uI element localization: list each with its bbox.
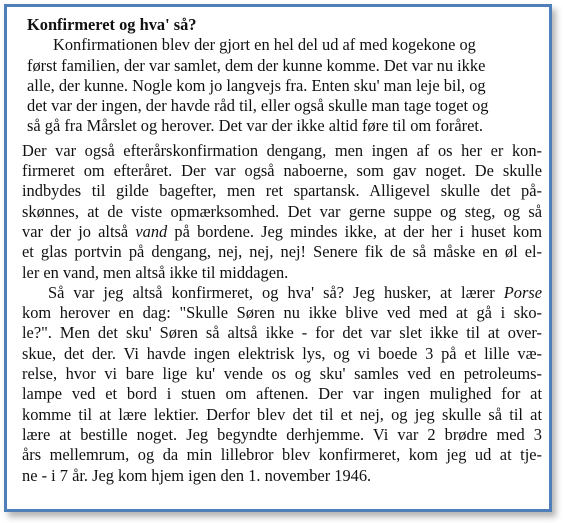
paragraph-line: først familien, der var samlet, dem der kunne komme. Det var nu ikke [27, 55, 486, 75]
paragraph-line [22, 283, 542, 303]
text-run: Så var jeg altså konfirmeret, og hva' så? Jeg husker, at lærer [48, 282, 495, 302]
paragraph-line: komme til at lære lektier. Derfor blev det til et nej, og jeg skulle så til at [22, 404, 542, 424]
paragraph-line: skue, det der. Vi havde ingen elektrisk lys, og vi boede 3 på et lille væ- [22, 343, 542, 363]
text-run: var der jo altså [22, 221, 129, 241]
section-heading: Konfirmeret og hva' så? [27, 15, 197, 34]
section-bottom [22, 141, 542, 486]
paragraph-line: et glas portvin på dengang, nej, nej, nej! Senere fik de så måske en øl el- [22, 242, 542, 262]
paragraph-line: kom herover en dag: "Skulle Søren nu ikke blive ved med at gå i sko- [22, 303, 542, 323]
paragraph-line: det var der ingen, der havde råd til, eller også skulle man tage toget og [27, 96, 489, 116]
paragraph-line: lære at bestille noget. Jeg begyndte derhjemme. Vi var 2 brødre med 3 [22, 424, 542, 444]
paragraph-line: ne - i 7 år. Jeg kom hjem igen den 1. november 1946. [22, 465, 372, 485]
paragraph-line: lampe ved et bord i stuen om aftenen. Der var ingen mulighed for at [22, 384, 542, 404]
document-frame [4, 4, 552, 512]
paragraph-line: så gå fra Mårslet og herover. Det var der ikke altid føre til om foråret. [27, 116, 484, 136]
paragraph-line: Der var også efterårskonfirmation dengang, men ingen af os her er kon- [22, 140, 542, 160]
paragraph-line: Konfirmationen blev der gjort en hel del ud af med kogekone og [53, 35, 476, 55]
paragraph-line: relse, hvor vi bare lige ku' vende os og sku' samles ved en petroleums- [22, 364, 542, 384]
paragraph-line: le?". Men det sku' Søren så altså ikke - for det var slet ikke til at over- [22, 323, 542, 343]
text-run: på bordene. Jeg mindes ikke, at der her i huset kom [174, 221, 543, 241]
document-text [22, 15, 542, 486]
paragraph-line [22, 222, 542, 242]
italic-name: Porse [503, 282, 542, 302]
paragraph-line: års mellemrum, og da min lillebror blev konfirmeret, kom jeg ud at tje- [22, 445, 542, 465]
paragraph-line: firmeret om efteråret. Der var også naboerne, som gav noget. De skulle [22, 161, 542, 181]
paragraph-line: indbydes til gilde bagefter, men ret spartansk. Alligevel skulle det på- [22, 181, 542, 201]
paragraph-line: ler en vand, men altså ikke til middagen. [22, 262, 289, 282]
paragraph-line: alle, der kunne. Nogle kom jo langvejs fra. Enten sku' man leje bil, og [27, 75, 486, 95]
italic-word: vand [135, 221, 168, 241]
section-top [22, 15, 542, 137]
paragraph-line: skønnes, at de viste opmærksomhed. Det var gerne suppe og steg, og så [22, 201, 542, 221]
